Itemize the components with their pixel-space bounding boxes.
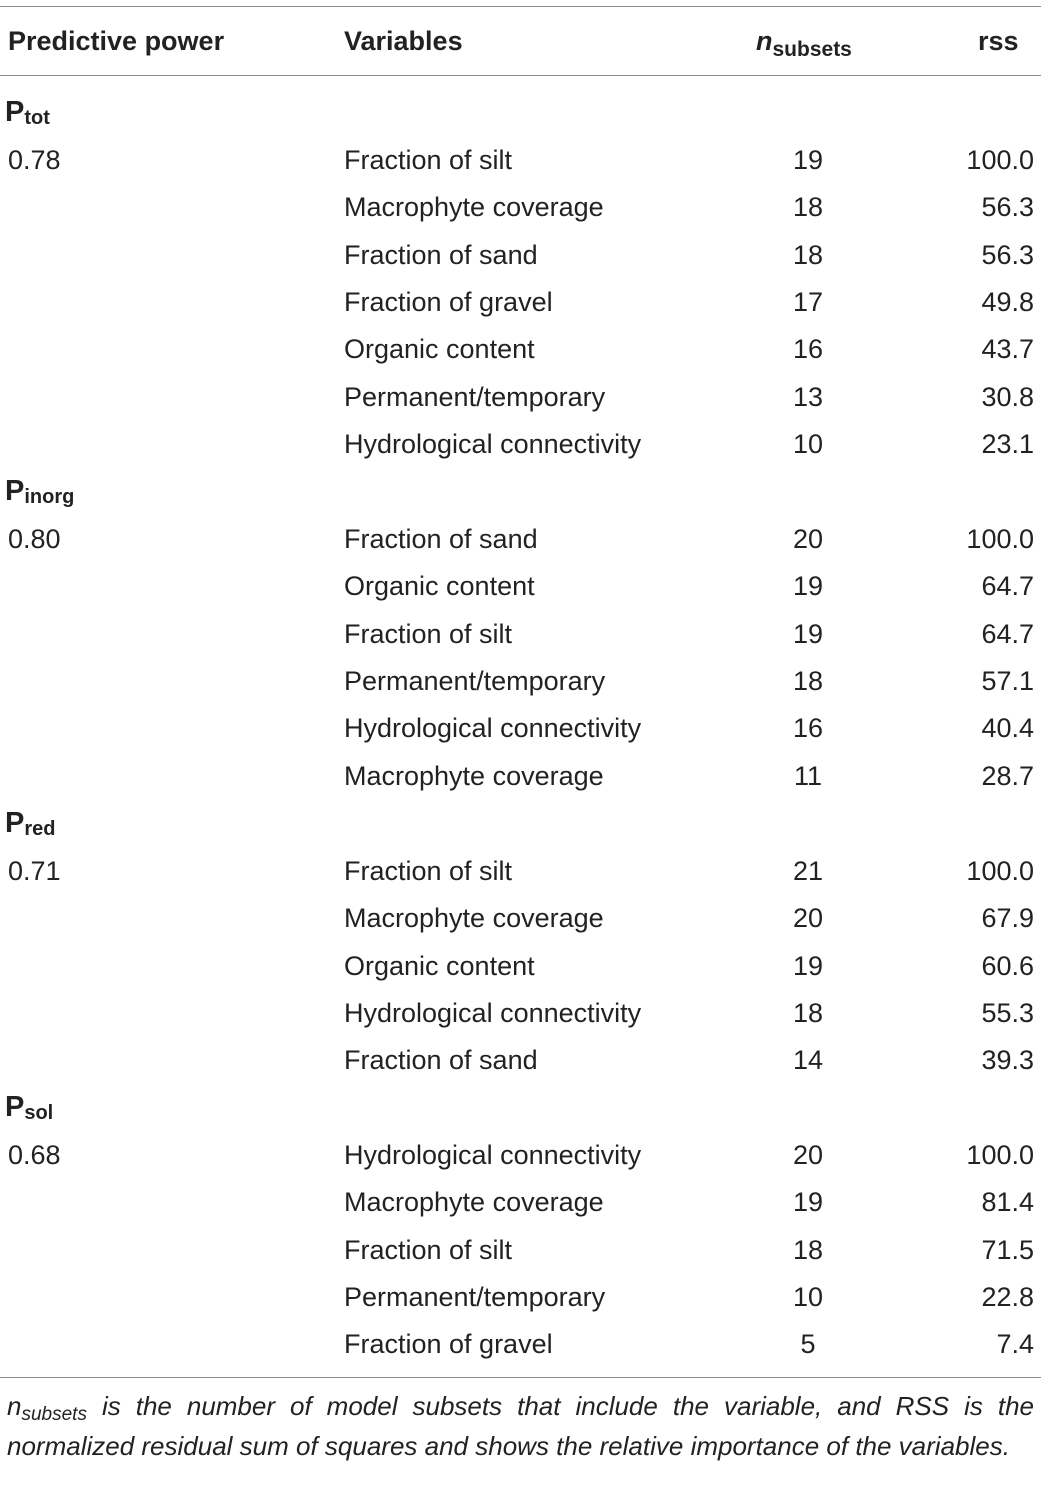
rss-cell: 30.8 xyxy=(981,381,1034,412)
rss-cell: 55.3 xyxy=(981,997,1034,1028)
footnote-subsets: subsets xyxy=(21,1404,87,1425)
n-subsets-cell: 11 xyxy=(793,760,823,791)
predictive-power-value: 0.80 xyxy=(8,524,61,554)
rss-cell: 81.4 xyxy=(981,1187,1034,1218)
n-subsets-cell: 19 xyxy=(792,145,824,175)
variable-cell: Macrophyte coverage xyxy=(344,760,604,791)
n-subsets-cell: 16 xyxy=(792,713,824,744)
n-subsets-cell: 20 xyxy=(792,524,824,554)
variable-cell: Macrophyte coverage xyxy=(344,903,604,934)
rss-cell: 23.1 xyxy=(981,428,1034,459)
top-rule xyxy=(0,6,1041,7)
variable-cell: Macrophyte coverage xyxy=(344,1187,604,1218)
variable-cell: Hydrological connectivity xyxy=(344,428,642,459)
n-subsets-cell: 17 xyxy=(792,286,824,317)
header-rss: rss xyxy=(978,26,1019,56)
header-variables: Variables xyxy=(344,26,463,56)
variable-cell: Macrophyte coverage xyxy=(344,192,604,223)
predictive-power-value: 0.68 xyxy=(8,1140,61,1170)
n-subsets-cell: 13 xyxy=(792,381,824,412)
variable-cell: Fraction of silt xyxy=(344,856,513,886)
rss-cell: 28.7 xyxy=(981,760,1034,791)
n-subsets-cell: 18 xyxy=(792,239,824,270)
n-subsets-cell: 10 xyxy=(792,428,824,459)
rss-cell: 43.7 xyxy=(981,334,1034,365)
footnote xyxy=(7,1388,1034,1465)
variable-cell: Organic content xyxy=(344,571,535,602)
header-predictive-power: Predictive power xyxy=(8,26,225,56)
n-subsets-cell: 18 xyxy=(792,192,824,223)
variable-cell: Fraction of sand xyxy=(344,1045,538,1076)
n-subsets-cell: 5 xyxy=(800,1329,816,1360)
n-subsets-cell: 18 xyxy=(792,665,824,696)
n-subsets-cell: 18 xyxy=(792,1234,824,1265)
rss-cell: 64.7 xyxy=(981,618,1034,649)
n-subsets-cell: 19 xyxy=(792,950,824,981)
rss-cell: 57.1 xyxy=(981,665,1034,696)
rss-cell: 71.5 xyxy=(981,1234,1034,1265)
n-subsets-cell: 18 xyxy=(792,997,824,1028)
variable-cell: Fraction of sand xyxy=(344,239,538,270)
footnote-n: n xyxy=(7,1391,22,1421)
rss-cell: 7.4 xyxy=(996,1329,1034,1360)
variable-cell: Fraction of gravel xyxy=(344,286,553,317)
variable-cell: Fraction of silt xyxy=(344,618,513,649)
header-rule xyxy=(0,75,1041,76)
n-subsets-cell: 19 xyxy=(792,618,824,649)
n-subsets-cell: 10 xyxy=(792,1281,824,1312)
n-subsets-cell: 20 xyxy=(792,1140,824,1170)
header-n-subsets: $n_{subsets}$ xyxy=(756,26,852,61)
rss-cell: 64.7 xyxy=(981,571,1034,602)
n-subsets-cell: 16 xyxy=(792,334,824,365)
rss-cell: 39.3 xyxy=(981,1045,1034,1076)
group-label: $P_{sol}$ xyxy=(5,1091,54,1124)
n-subsets-cell: 19 xyxy=(792,1187,824,1218)
variable-cell: Hydrological connectivity xyxy=(344,997,642,1028)
n-subsets-cell: 14 xyxy=(792,1045,824,1076)
rss-cell: 56.3 xyxy=(981,239,1034,270)
n-subsets-cell: 21 xyxy=(792,856,824,886)
variable-cell: Fraction of silt xyxy=(344,145,513,175)
n-subsets-cell: 20 xyxy=(792,903,824,934)
group-label: $P_{red}$ xyxy=(5,807,56,840)
variable-cell: Fraction of gravel xyxy=(344,1329,553,1360)
variable-cell: Permanent/temporary xyxy=(344,381,606,412)
rss-cell: 100.0 xyxy=(966,524,1034,554)
footnote-text: is the number of model subsets that include the variable, and RSS is the normalized residual sum of squares and shows the relative importance of the variables. xyxy=(7,1391,1034,1461)
bottom-rule xyxy=(0,1377,1041,1378)
rss-cell: 22.8 xyxy=(981,1281,1034,1312)
variable-cell: Permanent/temporary xyxy=(344,1281,606,1312)
variable-cell: Organic content xyxy=(344,334,535,365)
variable-cell: Hydrological connectivity xyxy=(344,713,642,744)
group-label: $P_{inorg}$ xyxy=(5,475,75,508)
predictive-power-value: 0.71 xyxy=(8,856,61,886)
variable-cell: Fraction of silt xyxy=(344,1234,513,1265)
rss-cell: 40.4 xyxy=(981,713,1034,744)
predictive-power-value: 0.78 xyxy=(8,145,61,175)
rss-cell: 100.0 xyxy=(966,856,1034,886)
rss-cell: 100.0 xyxy=(966,145,1034,175)
n-subsets-cell: 19 xyxy=(792,571,824,602)
rss-cell: 60.6 xyxy=(981,950,1034,981)
variable-cell: Permanent/temporary xyxy=(344,665,606,696)
rss-cell: 49.8 xyxy=(981,286,1034,317)
variable-cell: Hydrological connectivity xyxy=(344,1140,642,1170)
variable-cell: Fraction of sand xyxy=(344,524,538,554)
rss-cell: 56.3 xyxy=(981,192,1034,223)
group-label: $P_{tot}$ xyxy=(5,96,50,129)
rss-cell: 100.0 xyxy=(966,1140,1034,1170)
variable-cell: Organic content xyxy=(344,950,535,981)
rss-cell: 67.9 xyxy=(981,903,1034,934)
